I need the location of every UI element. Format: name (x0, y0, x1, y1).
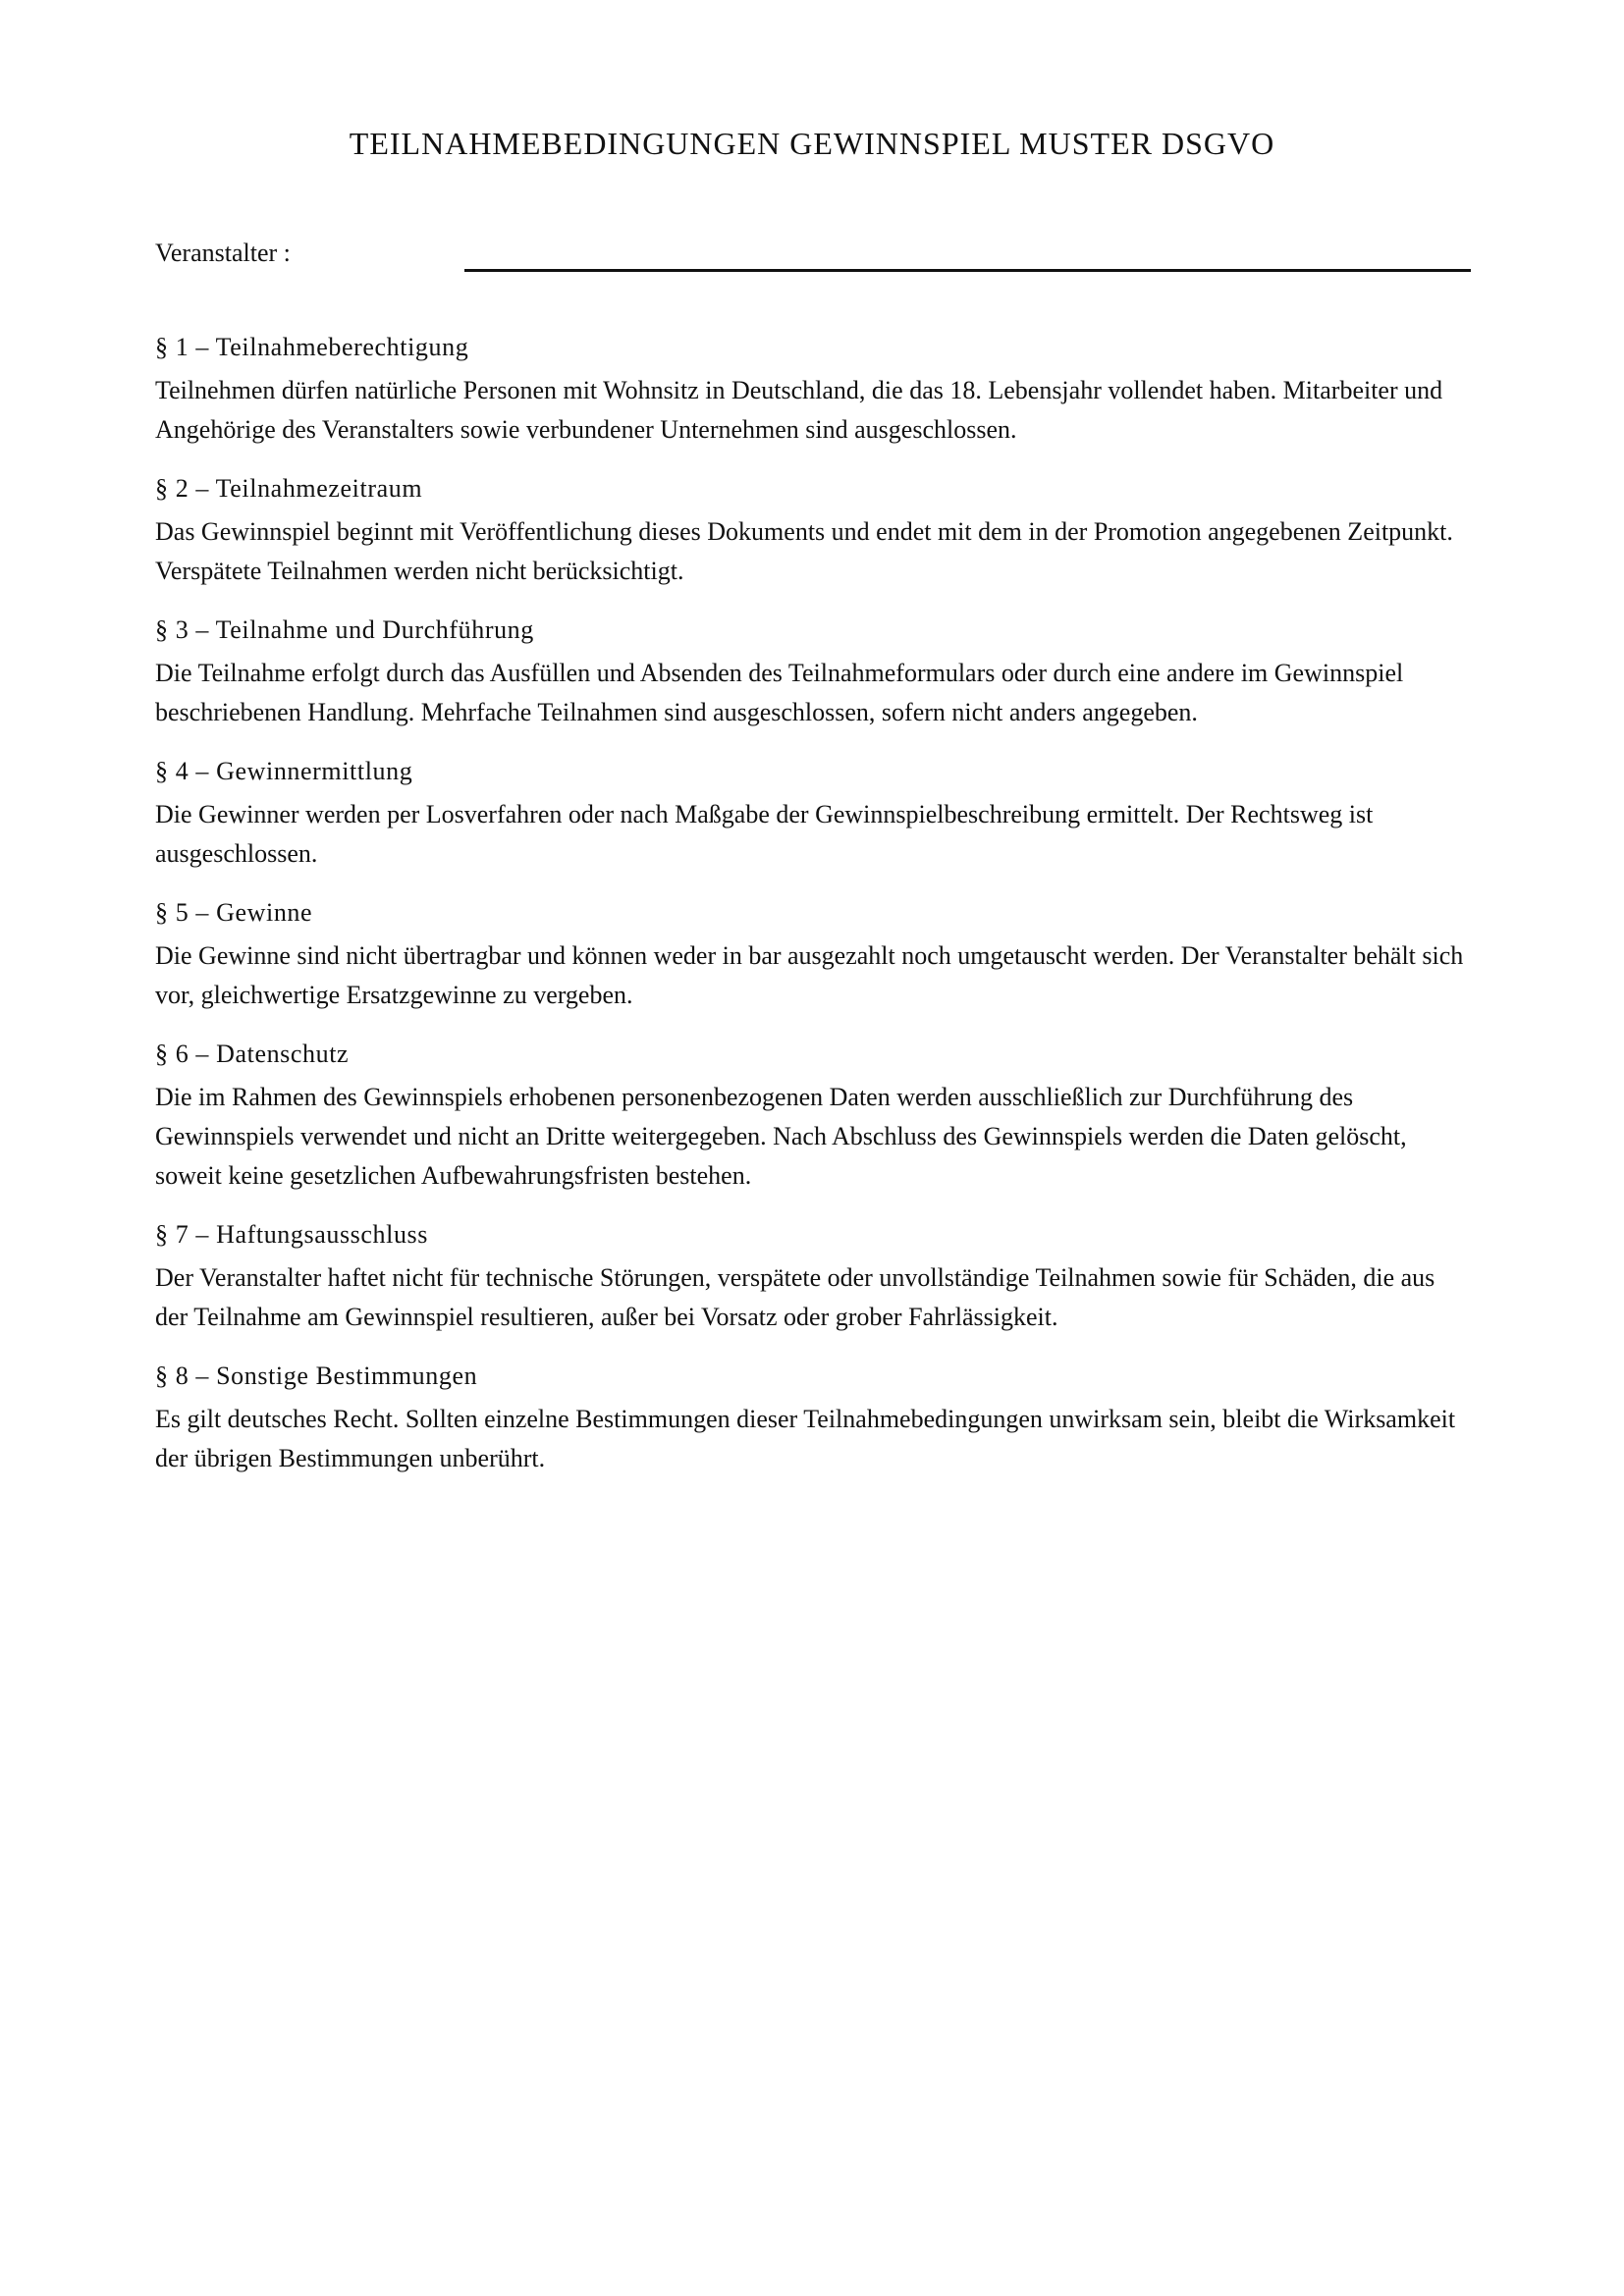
organizer-row (155, 236, 1471, 275)
section-heading: § 1 – Teilnahmeberechtigung (155, 333, 469, 361)
section-heading: § 3 – Teilnahme und Durchführung (155, 615, 534, 644)
section-8 (155, 1359, 1471, 1478)
section-1 (155, 330, 1471, 450)
section-7 (155, 1217, 1471, 1337)
section-3 (155, 613, 1471, 732)
section-text: Die Gewinne sind nicht übertragbar und können weder in bar ausgezahlt noch umgetauscht werden. Der Veranstalter behält sich vor, gleichwertige Ersatzgewinne zu vergeben. (155, 941, 1464, 1009)
section-6 (155, 1037, 1471, 1196)
section-text: Das Gewinnspiel beginnt mit Veröffentlichung dieses Dokuments und endet mit dem in der Promotion angegebenen Zeitpunkt. Verspätete Teilnahmen werden nicht berücksichtigt. (155, 517, 1453, 585)
section-heading: § 4 – Gewinnermittlung (155, 757, 413, 785)
document-title: TEILNAHMEBEDINGUNGEN GEWINNSPIEL MUSTER DSGVO (349, 126, 1275, 161)
section-text: Teilnehmen dürfen natürliche Personen mit Wohnsitz in Deutschland, die das 18. Lebensjahr vollendet haben. Mitarbeiter und Angehörige des Veranstalters sowie verbundener Unternehmen sind ausgeschlossen. (155, 376, 1443, 444)
section-heading: § 8 – Sonstige Bestimmungen (155, 1362, 478, 1390)
section-2 (155, 471, 1471, 591)
section-text: Die Gewinner werden per Losverfahren oder nach Maßgabe der Gewinnspielbeschreibung ermittelt. Der Rechtsweg ist ausgeschlossen. (155, 800, 1374, 868)
section-heading: § 2 – Teilnahmezeitraum (155, 474, 423, 503)
section-text: Die im Rahmen des Gewinnspiels erhobenen personenbezogenen Daten werden ausschließlich zur Durchführung des Gewinnspiels verwendet und nicht an Dritte weitergegeben. Nach Abschluss des Gewinnspiels werden die Daten gelöscht, soweit keine gesetzlichen Aufbewahrungsfristen bestehen. (155, 1083, 1407, 1190)
section-text: Es gilt deutsches Recht. Sollten einzelne Bestimmungen dieser Teilnahmebedingungen unwirksam sein, bleibt die Wirksamkeit der übrigen Bestimmungen unberührt. (155, 1405, 1456, 1472)
section-5 (155, 895, 1471, 1015)
section-text: Der Veranstalter haftet nicht für technische Störungen, verspätete oder unvollständige Teilnahmen sowie für Schäden, die aus der Teilnahme am Gewinnspiel resultieren, außer bei Vorsatz oder grober Fahrlässigkeit. (155, 1263, 1435, 1331)
section-heading: § 6 – Datenschutz (155, 1040, 350, 1068)
section-4 (155, 754, 1471, 874)
section-heading: § 7 – Haftungsausschluss (155, 1220, 428, 1249)
section-text: Die Teilnahme erfolgt durch das Ausfüllen und Absenden des Teilnahmeformulars oder durch eine andere im Gewinnspiel beschriebenen Handlung. Mehrfache Teilnahmen sind ausgeschlossen, sofern nicht anders angegeben. (155, 659, 1404, 726)
organizer-label: Veranstalter : (155, 239, 291, 267)
section-heading: § 5 – Gewinne (155, 898, 313, 927)
organizer-fill-line (464, 269, 1471, 272)
sections-container (155, 330, 1471, 1500)
